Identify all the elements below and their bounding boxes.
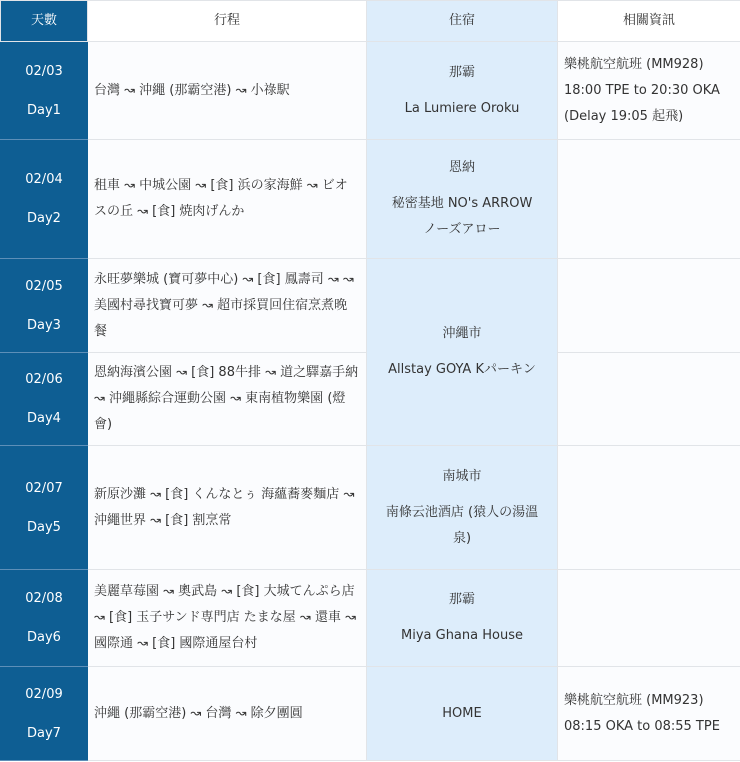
- info-line: (Delay 19:05 起飛): [564, 108, 684, 124]
- info-line: 樂桃航空航班 (MM923): [564, 692, 704, 708]
- stay-area: 那霸: [448, 64, 475, 80]
- day-cell: [1, 42, 88, 140]
- day-label: Day4: [27, 411, 61, 426]
- date: 02/09: [25, 686, 63, 702]
- day-cell: [1, 570, 88, 667]
- info-cell: [558, 570, 740, 667]
- day-label: Day6: [27, 630, 61, 645]
- info-line: 樂桃航空航班 (MM928): [564, 56, 704, 72]
- day-cell: [1, 353, 88, 446]
- header-info: 相關資訊: [558, 1, 740, 42]
- date: 02/03: [25, 63, 63, 79]
- plan-cell: 美麗草莓園 ↝ 奧武島 ↝ [食] 大城てんぷら店 ↝ [食] 玉子サンド専門店 たまな屋 ↝ 還車 ↝ 國際通 ↝ [食] 國際通屋台村: [88, 570, 367, 667]
- info-line: 18:00 TPE to 20:30 OKA: [564, 82, 720, 98]
- table-row: [1, 446, 740, 570]
- plan-cell: 新原沙灘 ↝ [食] くんなとぅ 海蘊蕎麥麵店 ↝ 沖繩世界 ↝ [食] 割烹常: [88, 446, 367, 570]
- table-row: [1, 570, 740, 667]
- stay-name: 南條云池酒店 (猿人の湯溫泉): [385, 504, 539, 546]
- info-cell: [558, 259, 740, 353]
- day-label: Day2: [27, 211, 61, 226]
- date: 02/05: [25, 278, 63, 294]
- stay-cell: [367, 446, 558, 570]
- day-cell: [1, 140, 88, 259]
- stay-cell: [367, 42, 558, 140]
- day-label: Day7: [27, 725, 61, 741]
- stay-cell: [367, 140, 558, 259]
- plan-cell: 永旺夢樂城 (寶可夢中心) ↝ [食] 鳳壽司 ↝ ↝ 美國村尋找寶可夢 ↝ 超市採買回住宿烹煮晚餐: [88, 259, 367, 353]
- stay-name: 秘密基地 NO's ARROW ノーズアロー: [391, 196, 533, 237]
- date: 02/04: [25, 172, 63, 187]
- day-label: Day3: [27, 317, 61, 333]
- stay-cell: [367, 667, 558, 761]
- table-row: [1, 259, 740, 353]
- info-cell: [558, 667, 740, 761]
- table-row: [1, 667, 740, 761]
- stay-name: HOME: [442, 705, 482, 721]
- plan-cell: 租車 ↝ 中城公園 ↝ [食] 浜の家海鮮 ↝ ビオスの丘 ↝ [食] 焼肉げんか: [88, 140, 367, 259]
- date: 02/08: [25, 591, 63, 606]
- stay-area: 南城市: [442, 468, 482, 484]
- date: 02/07: [25, 480, 63, 496]
- stay-name: Miya Ghana House: [401, 628, 523, 643]
- table-row: [1, 42, 740, 140]
- day-cell: [1, 259, 88, 353]
- info-cell: [558, 353, 740, 446]
- plan-cell: 恩納海濱公園 ↝ [食] 88牛排 ↝ 道之驛嘉手納 ↝ 沖繩縣綜合運動公園 ↝ 東南植物樂園 (燈會): [88, 353, 367, 446]
- info-cell: [558, 446, 740, 570]
- stay-name: Allstay GOYA Kパーキン: [388, 362, 536, 377]
- day-label: Day5: [27, 519, 61, 535]
- info-cell: [558, 42, 740, 140]
- stay-cell: [367, 259, 558, 446]
- plan-cell: 台灣 ↝ 沖繩 (那霸空港) ↝ 小祿駅: [88, 42, 367, 140]
- header-stay: 住宿: [367, 1, 558, 42]
- info-cell: [558, 140, 740, 259]
- header-row: [1, 1, 740, 42]
- date: 02/06: [25, 372, 63, 387]
- day-cell: [1, 446, 88, 570]
- stay-area: 沖繩市: [442, 326, 482, 341]
- day-cell: [1, 667, 88, 761]
- info-line: 08:15 OKA to 08:55 TPE: [564, 718, 720, 734]
- day-label: Day1: [27, 102, 61, 118]
- stay-area: 那霸: [448, 592, 475, 607]
- header-day: 天數: [1, 1, 88, 42]
- plan-cell: 沖繩 (那霸空港) ↝ 台灣 ↝ 除夕團圓: [88, 667, 367, 761]
- stay-cell: [367, 570, 558, 667]
- header-plan: 行程: [88, 1, 367, 42]
- stay-name: La Lumiere Oroku: [404, 100, 520, 116]
- table-row: [1, 140, 740, 259]
- stay-area: 恩納: [448, 160, 475, 175]
